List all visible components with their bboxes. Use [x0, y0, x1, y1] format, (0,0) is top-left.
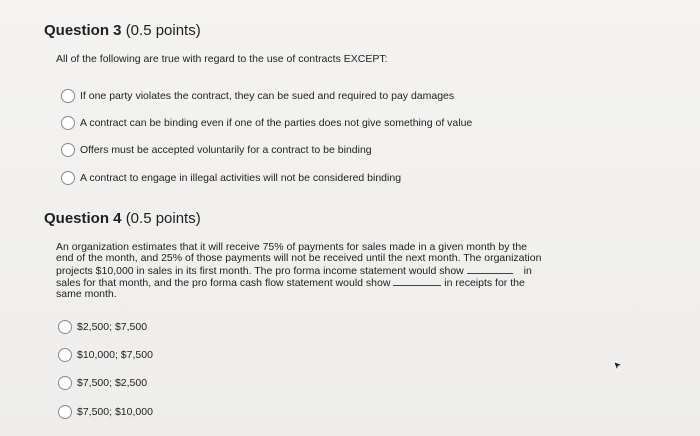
fill-in-blank-2 — [393, 276, 441, 286]
radio-button[interactable] — [58, 348, 72, 362]
radio-button[interactable] — [61, 116, 75, 130]
q4-option-b[interactable] — [58, 348, 153, 362]
q4-option-d-label: $7,500; $10,000 — [77, 406, 153, 418]
q3-option-d-label: A contract to engage in illegal activities will not be considered binding — [80, 172, 402, 184]
q3-option-b[interactable] — [61, 116, 472, 130]
q4-option-a-label: $2,500; $7,500 — [77, 321, 148, 333]
question-3-label: Question 3 — [44, 22, 122, 39]
radio-button[interactable] — [58, 320, 72, 334]
question-3-prompt: All of the following are true with regard to the use of contracts EXCEPT: — [56, 53, 388, 65]
q3-option-a[interactable] — [61, 89, 454, 103]
q4-option-d[interactable] — [58, 405, 153, 419]
question-4-label: Question 4 — [44, 210, 122, 227]
question-3-title — [44, 22, 201, 39]
q4-option-a[interactable] — [58, 320, 147, 334]
question-4-prompt-line-5: same month. — [56, 288, 117, 300]
question-4-prompt-line-3-end: in — [523, 265, 532, 277]
mouse-cursor-icon — [613, 361, 623, 371]
fill-in-blank-1 — [467, 264, 513, 274]
q4-option-c-label: $7,500; $2,500 — [77, 377, 148, 389]
question-4-prompt-line-3-text: projects $10,000 in sales in its first month. The pro forma income statement would show — [56, 265, 464, 277]
question-4-prompt-line-4-end: in receipts for the — [444, 277, 525, 289]
question-3-points: (0.5 points) — [125, 22, 201, 39]
radio-button[interactable] — [61, 89, 75, 103]
radio-button[interactable] — [61, 143, 75, 157]
radio-button[interactable] — [61, 171, 75, 185]
q3-option-d[interactable] — [61, 171, 401, 185]
q3-option-b-label: A contract can be binding even if one of the parties does not give something of value — [80, 117, 473, 129]
question-4-points: (0.5 points) — [125, 210, 201, 227]
q3-option-c-label: Offers must be accepted voluntarily for a contract to be binding — [80, 144, 372, 156]
q3-option-a-label: If one party violates the contract, they can be sued and required to pay damages — [80, 90, 455, 102]
question-4-prompt-line-4 — [56, 276, 525, 289]
question-4-prompt-line-1: An organization estimates that it will receive 75% of payments for sales made in a given month by the — [56, 241, 527, 253]
q4-option-b-label: $10,000; $7,500 — [77, 349, 153, 361]
q3-option-c[interactable] — [61, 143, 372, 157]
question-4-prompt-line-2: end of the month, and 25% of those payments will not be received until the next month. The organization — [56, 252, 542, 264]
question-4-prompt-line-4-text: sales for that month, and the pro forma cash flow statement would show — [56, 277, 391, 289]
question-4-title — [44, 210, 201, 227]
q4-option-c[interactable] — [58, 376, 147, 390]
radio-button[interactable] — [58, 405, 72, 419]
radio-button[interactable] — [58, 376, 72, 390]
